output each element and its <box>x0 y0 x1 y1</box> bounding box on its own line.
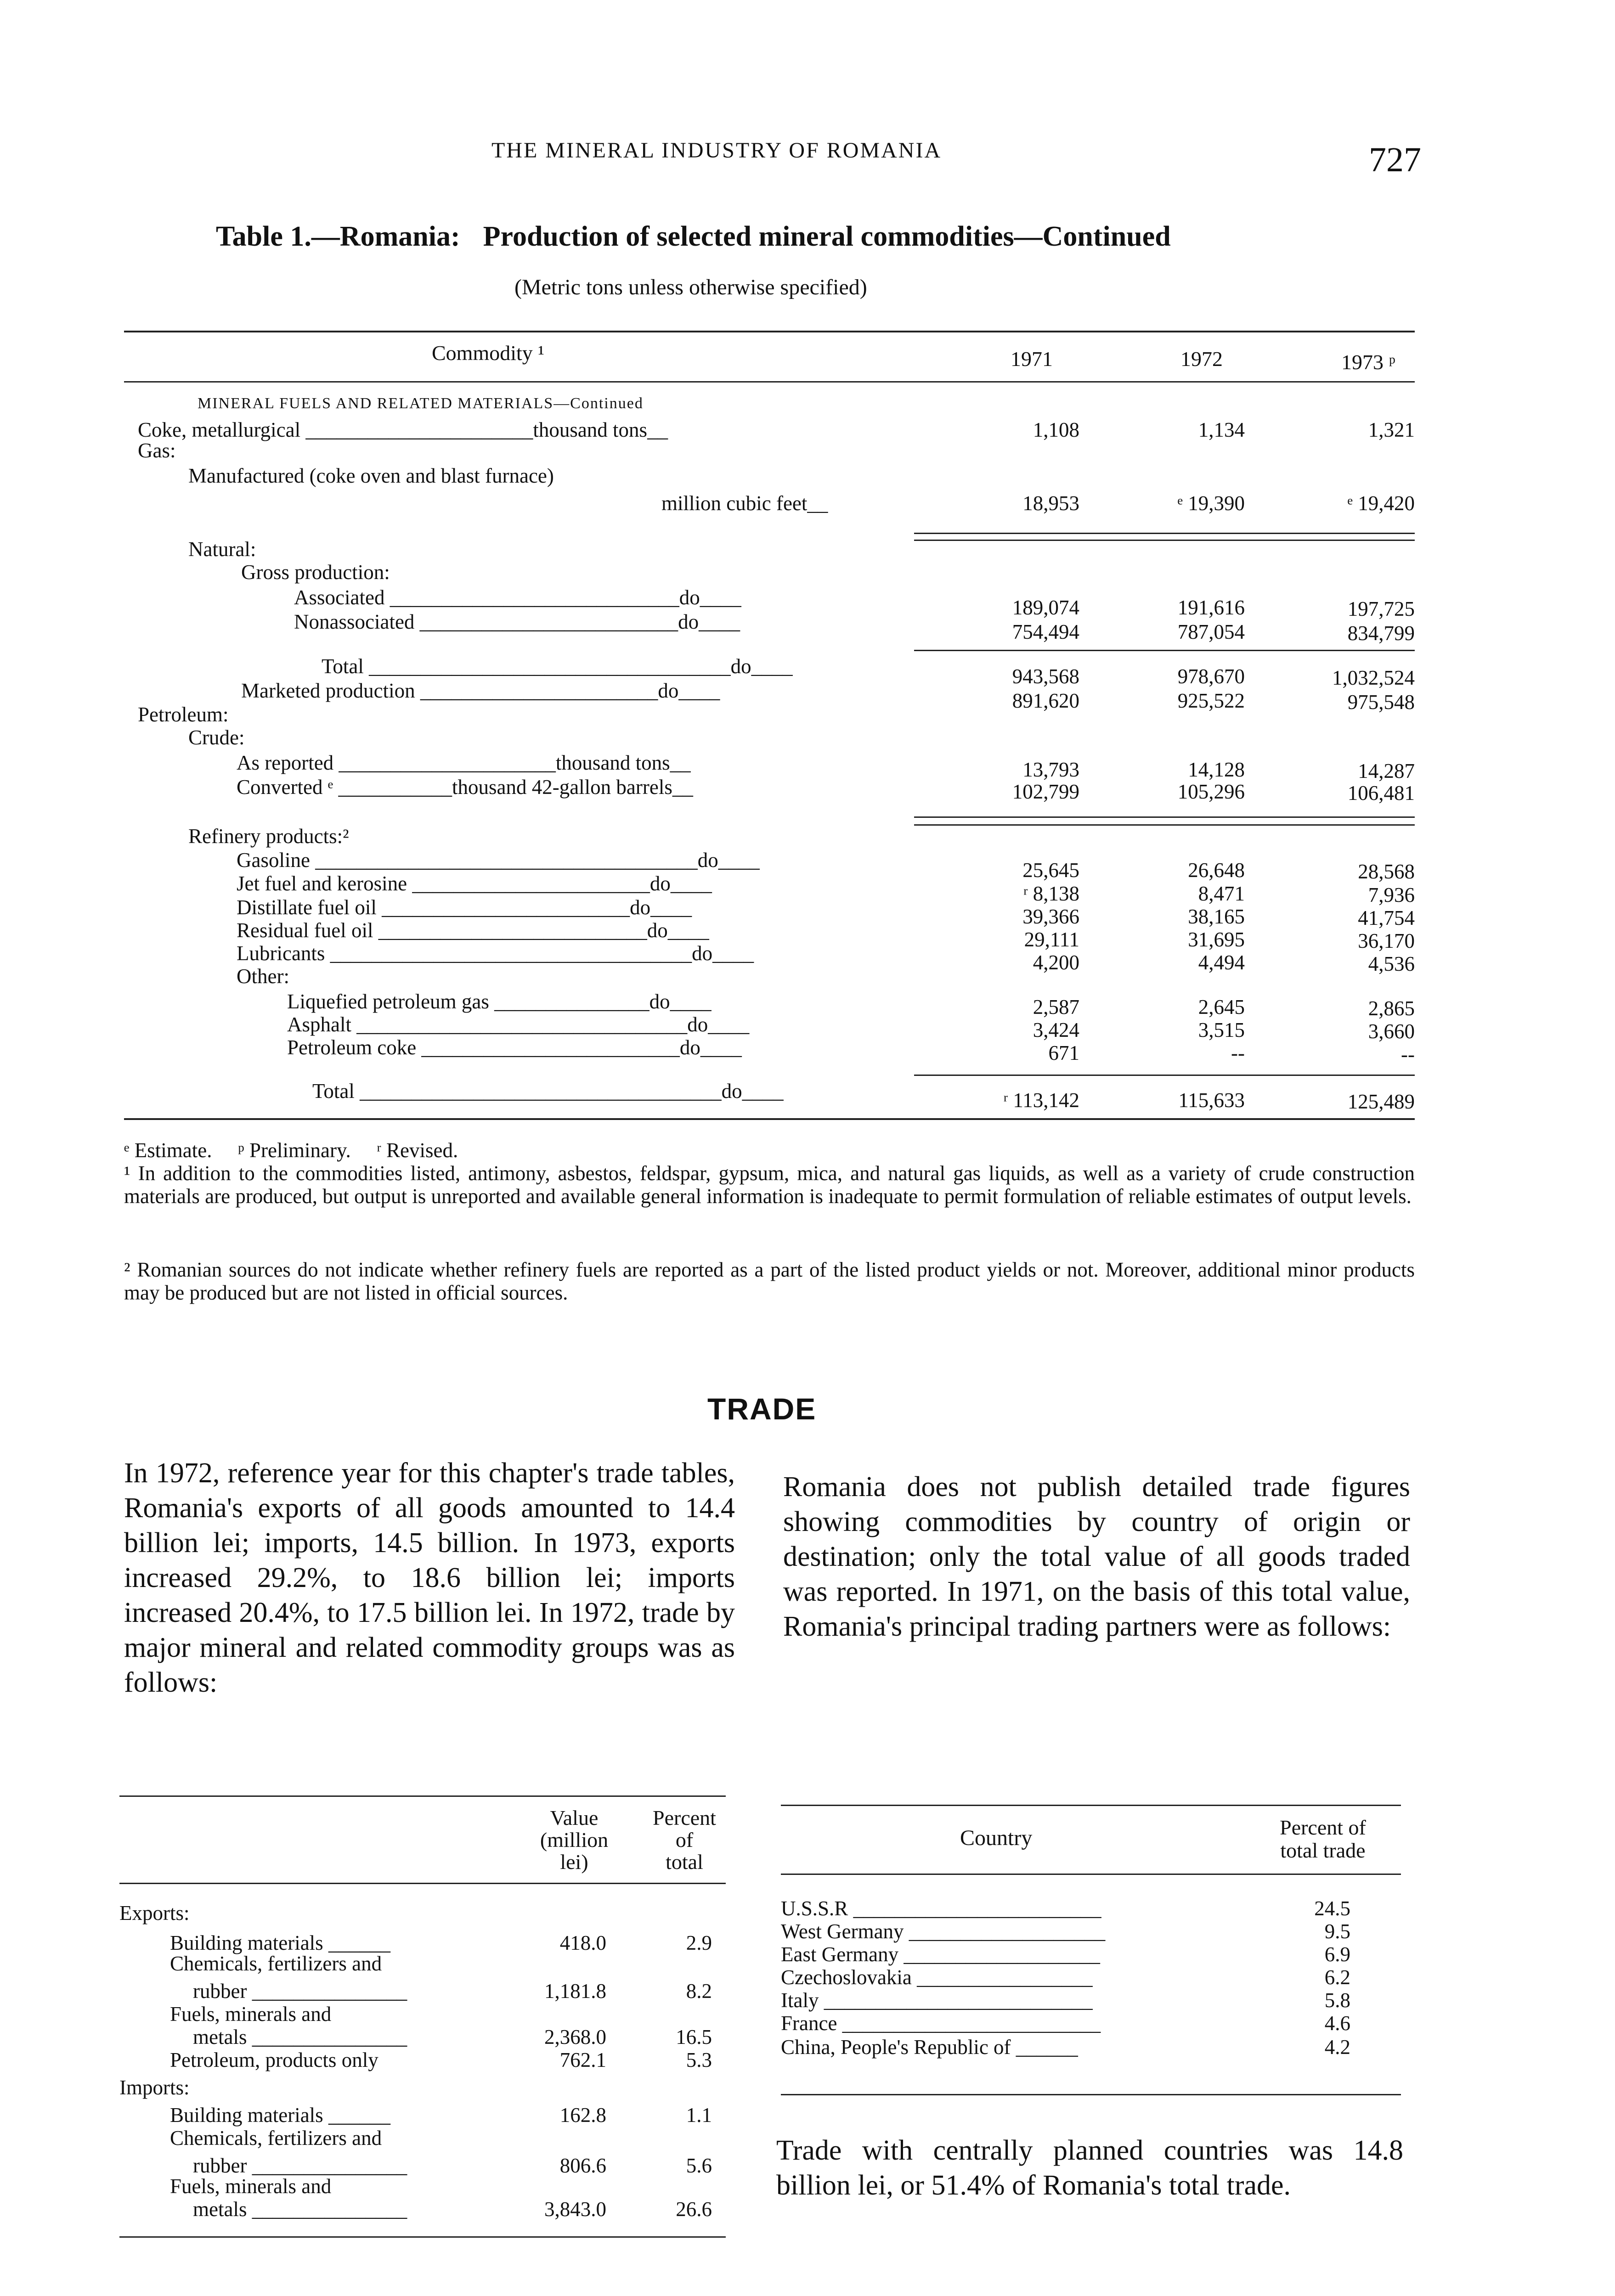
value-1973: 1,032,524 <box>1332 666 1415 689</box>
value-1971: 39,366 <box>1022 905 1079 928</box>
subtotal-rule <box>914 816 1415 818</box>
row-label: Gross production: <box>241 561 390 584</box>
partners-header-country: Country <box>960 1826 1033 1850</box>
value-1972: 115,633 <box>1178 1089 1245 1112</box>
row-label: Other: <box>237 965 289 988</box>
partner-country: China, People's Republic of ______ <box>781 2036 1078 2059</box>
running-head: THE MINERAL INDUSTRY OF ROMANIA <box>491 138 942 163</box>
groups-percent: 1.1 <box>686 2104 712 2127</box>
partners-header-percent <box>1245 1816 1401 1862</box>
row-label: Jet fuel and kerosine _______________________do____ <box>237 872 712 895</box>
row-label: million cubic feet__ <box>661 492 828 515</box>
trade-paragraph-bottom: Trade with centrally planned countries was 14.8 billion lei, or 51.4% of Romania's total trade. <box>776 2135 1403 2201</box>
row-label: Crude: <box>188 726 245 749</box>
trade-paragraph-left: In 1972, reference year for this chapter's trade tables, Romania's exports of all goods amounted to 14.4 billion lei; imports, 14.5 billion. In 1973, exports increased 29.2%, to 18.6 billion lei; imports increased 20.4%, to 17.5 billion lei. In 1972, trade by major mineral and related commodity groups was as follows: <box>124 1458 735 1698</box>
row-label: Manufactured (coke oven and blast furnace) <box>188 464 554 487</box>
table-title <box>216 220 1171 253</box>
value-1972: 4,494 <box>1198 951 1245 974</box>
groups-table-top-rule <box>119 1795 726 1797</box>
value-1972: 105,296 <box>1177 780 1245 803</box>
row-label: Asphalt ________________________________do____ <box>287 1013 750 1036</box>
value-1972: 1,134 <box>1198 418 1245 441</box>
table-top-rule <box>124 331 1415 332</box>
groups-label: Building materials ______ <box>170 1931 390 1954</box>
groups-label: Fuels, minerals and <box>170 2175 332 2198</box>
partner-country: France _________________________ <box>781 2012 1101 2035</box>
value-1973: ᵉ 19,420 <box>1347 492 1415 515</box>
value-1973: 41,754 <box>1358 906 1415 929</box>
partner-percent: 4.2 <box>1324 2036 1350 2059</box>
groups-percent: 5.3 <box>686 2048 712 2071</box>
value-1972: 2,645 <box>1198 996 1245 1019</box>
value-1973: 975,548 <box>1347 691 1415 714</box>
row-label: Refinery products:² <box>188 825 349 848</box>
groups-label: metals _______________ <box>193 2198 407 2221</box>
groups-value: 1,181.8 <box>544 1980 606 2003</box>
row-label: Liquefied petroleum gas _______________do____ <box>287 990 712 1013</box>
groups-label: Building materials ______ <box>170 2104 390 2127</box>
value-1971: ʳ 113,142 <box>1003 1089 1079 1112</box>
table-subtitle: (Metric tons unless otherwise specified) <box>514 275 867 299</box>
row-label: Residual fuel oil __________________________do____ <box>237 919 709 942</box>
value-1972: 787,054 <box>1177 620 1245 643</box>
footnote-2: ² Romanian sources do not indicate whether refinery fuels are reported as a part of the listed product yields or not. Moreover, additional minor products may be produced but are not listed in official sources. <box>124 1258 1415 1304</box>
value-1971: 891,620 <box>1012 689 1079 712</box>
row-label: Petroleum coke _________________________do____ <box>287 1036 742 1059</box>
row-label: Distillate fuel oil ________________________do____ <box>237 896 692 919</box>
value-1971: 2,587 <box>1033 996 1079 1019</box>
groups-percent: 8.2 <box>686 1980 712 2003</box>
partners-table-bottom-rule <box>781 2094 1401 2095</box>
value-1973: 14,287 <box>1358 760 1415 782</box>
groups-value: 762.1 <box>559 2048 606 2071</box>
groups-value: 162.8 <box>559 2104 606 2127</box>
partner-percent: 9.5 <box>1324 1920 1350 1943</box>
value-1971: 671 <box>1048 1041 1079 1064</box>
value-1973: 36,170 <box>1358 929 1415 952</box>
groups-header-value-line2: (million <box>540 1828 609 1851</box>
value-1973: 2,865 <box>1368 997 1415 1020</box>
trade-heading: TRADE <box>707 1392 817 1426</box>
row-label: Coke, metallurgical ______________________thousand tons__ <box>138 418 668 441</box>
partners-header-percent-line1: Percent of <box>1280 1816 1366 1839</box>
groups-label: Chemicals, fertilizers and <box>170 2127 382 2150</box>
value-1972: 31,695 <box>1188 928 1245 951</box>
groups-header-value <box>528 1807 620 1873</box>
subtotal-rule <box>914 650 1415 651</box>
value-1971: 1,108 <box>1033 418 1079 441</box>
groups-header-rule <box>119 1883 726 1884</box>
value-1972: 8,471 <box>1198 882 1245 905</box>
groups-percent: 26.6 <box>676 2198 712 2221</box>
footnote-marks: ᵉ Estimate. ᵖ Preliminary. ʳ Revised. <box>124 1139 458 1162</box>
partner-percent: 4.6 <box>1324 2012 1350 2035</box>
value-1971: 4,200 <box>1033 951 1079 974</box>
groups-label: Exports: <box>119 1902 190 1925</box>
partners-header-rule <box>781 1874 1401 1875</box>
subtotal-rule <box>914 533 1415 534</box>
value-1971: 18,953 <box>1022 492 1079 515</box>
groups-label: Petroleum, products only <box>170 2048 378 2071</box>
row-label: Gasoline _____________________________________do____ <box>237 849 760 872</box>
groups-value: 2,368.0 <box>544 2026 606 2048</box>
value-1971: 754,494 <box>1012 620 1079 643</box>
header-1971: 1971 <box>1011 347 1053 371</box>
partner-percent: 6.2 <box>1324 1966 1350 1989</box>
value-1971: ʳ 8,138 <box>1023 882 1079 905</box>
partner-country: East Germany ___________________ <box>781 1943 1100 1966</box>
footnote-1: ¹ In addition to the commodities listed, antimony, asbestos, feldspar, gypsum, mica, and natural gas liquids, as well as a variety of crude construction materials are produced, but output is unreported and available general information is inadequate to permit formulation of reliable estimates of output levels. <box>124 1162 1415 1208</box>
row-label: Marketed production _______________________do____ <box>241 679 720 702</box>
row-label: Nonassociated _________________________do____ <box>294 610 740 633</box>
groups-header-percent-line2: of <box>675 1828 694 1851</box>
subtotal-rule <box>914 824 1415 826</box>
table-title-text: Production of selected mineral commodities—Continued <box>483 221 1171 252</box>
value-1972: 191,616 <box>1177 596 1245 619</box>
groups-label: rubber _______________ <box>193 1980 407 2003</box>
value-1971: 102,799 <box>1012 780 1079 803</box>
value-1973: -- <box>1401 1043 1415 1066</box>
groups-label: metals _______________ <box>193 2026 407 2048</box>
value-1972: 3,515 <box>1198 1019 1245 1041</box>
row-label: Petroleum: <box>138 703 229 726</box>
groups-header-percent-line1: Percent <box>653 1806 716 1829</box>
partner-country: West Germany ___________________ <box>781 1920 1106 1943</box>
table-header-rule <box>124 381 1415 383</box>
groups-label: rubber _______________ <box>193 2154 407 2177</box>
groups-percent: 2.9 <box>686 1931 712 1954</box>
row-label: Gas: <box>138 439 176 462</box>
groups-header-percent-line3: total <box>666 1850 703 1874</box>
value-1972: 14,128 <box>1188 758 1245 781</box>
row-label: Associated ____________________________do____ <box>294 586 741 609</box>
subtotal-rule <box>914 540 1415 541</box>
value-1972: ᵉ 19,390 <box>1177 492 1245 515</box>
groups-table-bottom-rule <box>119 2236 726 2238</box>
groups-percent: 5.6 <box>686 2154 712 2177</box>
groups-value: 418.0 <box>559 1931 606 1954</box>
trade-paragraph-right: Romania does not publish detailed trade figures showing commodities by country of origin or destination; only the total value of all goods traded was reported. In 1971, on the basis of this total value, Romania's principal trading partners were as follows: <box>783 1471 1410 1642</box>
partners-table-top-rule <box>781 1805 1401 1806</box>
value-1973: 4,536 <box>1368 952 1415 975</box>
table-title-prefix: Table 1.—Romania: <box>216 221 460 252</box>
value-1973: 1,321 <box>1368 418 1415 441</box>
subtotal-rule <box>914 1075 1415 1076</box>
groups-label: Imports: <box>119 2076 190 2099</box>
section-fuels-label: MINERAL FUELS AND RELATED MATERIALS—Continued <box>198 395 644 412</box>
partner-percent: 6.9 <box>1324 1943 1350 1966</box>
groups-value: 3,843.0 <box>544 2198 606 2221</box>
header-commodity: Commodity ¹ <box>432 341 545 365</box>
partner-percent: 5.8 <box>1324 1989 1350 2012</box>
value-1972: 38,165 <box>1188 905 1245 928</box>
value-1972: -- <box>1231 1041 1245 1064</box>
header-1973: 1973 ᵖ <box>1341 350 1395 374</box>
row-label: Natural: <box>188 538 256 561</box>
groups-percent: 16.5 <box>676 2026 712 2048</box>
value-1973: 28,568 <box>1358 860 1415 883</box>
value-1972: 925,522 <box>1177 689 1245 712</box>
value-1973: 834,799 <box>1347 622 1415 645</box>
value-1971: 189,074 <box>1012 596 1079 619</box>
value-1971: 3,424 <box>1033 1019 1079 1041</box>
value-1971: 943,568 <box>1012 665 1079 688</box>
partner-percent: 24.5 <box>1314 1897 1350 1920</box>
groups-value: 806.6 <box>559 2154 606 2177</box>
value-1973: 106,481 <box>1347 782 1415 805</box>
row-label: Total ___________________________________do____ <box>312 1080 784 1103</box>
groups-label: Fuels, minerals and <box>170 2003 332 2026</box>
groups-header-value-line3: lei) <box>560 1850 588 1874</box>
row-label: Total ___________________________________do____ <box>322 655 793 678</box>
row-label: Converted ᵉ ___________thousand 42-gallon barrels__ <box>237 776 693 799</box>
partner-country: Czechoslovakia _________________ <box>781 1966 1093 1989</box>
value-1971: 29,111 <box>1024 928 1079 951</box>
table-bottom-rule <box>124 1118 1415 1120</box>
value-1971: 25,645 <box>1022 859 1079 882</box>
header-1972: 1972 <box>1180 347 1223 371</box>
value-1972: 26,648 <box>1188 859 1245 882</box>
value-1973: 7,936 <box>1368 884 1415 906</box>
value-1973: 125,489 <box>1347 1090 1415 1113</box>
value-1973: 3,660 <box>1368 1020 1415 1043</box>
value-1972: 978,670 <box>1177 665 1245 688</box>
partner-country: Italy __________________________ <box>781 1989 1093 2012</box>
groups-header-value-line1: Value <box>550 1806 599 1829</box>
partner-country: U.S.S.R ________________________ <box>781 1897 1101 1920</box>
groups-label: Chemicals, fertilizers and <box>170 1952 382 1975</box>
value-1971: 13,793 <box>1022 758 1079 781</box>
row-label: As reported _____________________thousand tons__ <box>237 751 691 774</box>
groups-header-percent <box>634 1807 735 1873</box>
value-1973: 197,725 <box>1347 597 1415 620</box>
page-number: 727 <box>1369 141 1421 179</box>
row-label: Lubricants ___________________________________do____ <box>237 942 754 965</box>
partners-header-percent-line2: total trade <box>1280 1839 1366 1862</box>
